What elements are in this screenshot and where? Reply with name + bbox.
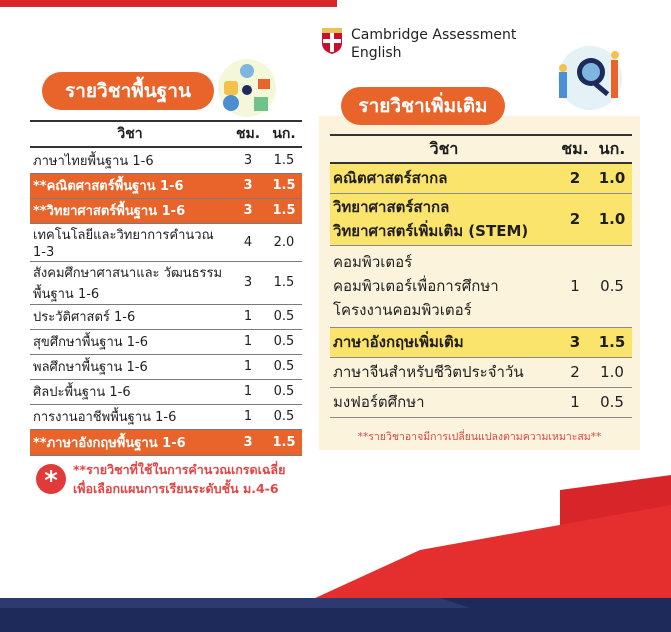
table-row [30, 379, 302, 404]
hours-cell: 3 [230, 261, 266, 304]
subject-cell [330, 163, 558, 193]
asterisk-icon: * [36, 464, 66, 494]
hours-cell: 1 [230, 404, 266, 429]
subject-cell [330, 327, 558, 357]
subject-line: ภาษาอังกฤษเพิ่มเติม [333, 333, 464, 351]
elective-subjects-note: **รายวิชาอาจมีการเปลี่ยนแปลงตามความเหมาะสม** [357, 431, 602, 443]
subject-line: วิทยาศาสตร์สากล [333, 198, 450, 216]
table-row [330, 357, 632, 387]
subject-cell: **คณิตศาสตร์พื้นฐาน 1-6 [30, 173, 230, 198]
table-row [30, 261, 302, 304]
table-row [30, 354, 302, 379]
subject-cell: พลศึกษาพื้นฐาน 1-6 [30, 354, 230, 379]
credits-cell: 0.5 [592, 387, 632, 417]
table-header-row [330, 135, 632, 163]
hours-cell: 3 [230, 147, 266, 173]
subject-cell [330, 193, 558, 245]
education-icon [214, 57, 280, 119]
table-row [30, 304, 302, 329]
subject-cell [330, 245, 558, 327]
credits-cell: 1.5 [266, 147, 302, 173]
hours-cell: 1 [230, 304, 266, 329]
subject-line: คอมพิวเตอร์เพื่อการศึกษา [333, 277, 499, 295]
subject-cell: การงานอาชีพพื้นฐาน 1-6 [30, 404, 230, 429]
subject-line: วิทยาศาสตร์เพิ่มเติม (STEM) [333, 222, 529, 240]
hours-cell: 1 [230, 379, 266, 404]
note-line-2: เพื่อเลือกแผนการเรียนระดับชั้น ม.4-6 [73, 481, 279, 496]
table-row [330, 193, 632, 245]
subject-cell [330, 357, 558, 387]
table-row [30, 404, 302, 429]
navy-accent [0, 598, 470, 608]
subject-line: คณิตศาสตร์สากล [333, 169, 448, 188]
note-line-1: **รายวิชาที่ใช้ในการคำนวณเกรดเฉลี่ย [73, 462, 286, 477]
cambridge-logo [321, 25, 521, 65]
subject-cell: เทคโนโลยีและวิทยาการคำนวณ 1-3 [30, 223, 230, 261]
hours-cell: 4 [230, 223, 266, 261]
hours-cell: 3 [230, 198, 266, 223]
hours-cell: 2 [558, 193, 592, 245]
table-row [30, 329, 302, 354]
credits-cell: 1.5 [266, 429, 302, 455]
subject-cell: ภาษาไทยพื้นฐาน 1-6 [30, 147, 230, 173]
hours-header: ชม. [230, 121, 266, 147]
subject-header: วิชา [30, 121, 230, 147]
subject-cell: **ภาษาอังกฤษพื้นฐาน 1-6 [30, 429, 230, 455]
credits-cell: 1.0 [592, 163, 632, 193]
subject-cell: สังคมศึกษาศาสนาและ วัฒนธรรมพื้นฐาน 1-6 [30, 261, 230, 304]
credits-cell: 1.0 [592, 357, 632, 387]
basic-subjects-table [30, 120, 302, 456]
table-row [330, 245, 632, 327]
basic-subjects-title: รายวิชาพื้นฐาน [42, 72, 214, 110]
hours-cell: 2 [558, 163, 592, 193]
hours-cell: 3 [558, 327, 592, 357]
subject-header: วิชา [330, 135, 558, 163]
logo-text-line2: English [351, 45, 402, 61]
elective-subjects-table [330, 134, 632, 418]
research-icon [545, 38, 635, 118]
table-row [30, 147, 302, 173]
hours-cell: 1 [230, 329, 266, 354]
credits-cell: 0.5 [266, 329, 302, 354]
table-row [30, 173, 302, 198]
table-row [330, 387, 632, 417]
credits-cell: 1.5 [266, 261, 302, 304]
elective-subjects-title: รายวิชาเพิ่มเติม [341, 87, 505, 125]
credits-cell: 2.0 [266, 223, 302, 261]
note-text [73, 460, 323, 498]
cambridge-shield-icon [321, 27, 343, 55]
credits-header: นก. [592, 135, 632, 163]
hours-header: ชม. [558, 135, 592, 163]
hours-cell: 1 [230, 354, 266, 379]
hours-cell: 3 [230, 429, 266, 455]
table-row [330, 163, 632, 193]
credits-cell: 0.5 [592, 245, 632, 327]
credits-cell: 0.5 [266, 404, 302, 429]
hours-cell: 2 [558, 357, 592, 387]
credits-header: นก. [266, 121, 302, 147]
subject-line: ภาษาจีนสำหรับชีวิตประจำวัน [333, 363, 524, 381]
subject-cell: สุขศึกษาพื้นฐาน 1-6 [30, 329, 230, 354]
table-row [30, 198, 302, 223]
hours-cell: 1 [558, 245, 592, 327]
subject-cell: ศิลปะพื้นฐาน 1-6 [30, 379, 230, 404]
credits-cell: 0.5 [266, 379, 302, 404]
table-header-row [30, 121, 302, 147]
hours-cell: 3 [230, 173, 266, 198]
table-row [330, 327, 632, 357]
subject-cell: ประวัติศาสตร์ 1-6 [30, 304, 230, 329]
hours-cell: 1 [558, 387, 592, 417]
credits-cell: 1.5 [266, 198, 302, 223]
subject-line: โครงงานคอมพิวเตอร์ [333, 301, 472, 319]
table-row [30, 223, 302, 261]
credits-cell: 0.5 [266, 304, 302, 329]
table-row [30, 429, 302, 455]
credits-cell: 1.5 [592, 327, 632, 357]
subject-line: มงฟอร์ตศึกษา [333, 393, 425, 411]
credits-cell: 0.5 [266, 354, 302, 379]
subject-cell [330, 387, 558, 417]
subject-line: คอมพิวเตอร์ [333, 253, 413, 271]
logo-text-line1: Cambridge Assessment [351, 27, 517, 43]
credits-cell: 1.0 [592, 193, 632, 245]
red-wave-shape [300, 505, 671, 605]
credits-cell: 1.5 [266, 173, 302, 198]
subject-cell: **วิทยาศาสตร์พื้นฐาน 1-6 [30, 198, 230, 223]
